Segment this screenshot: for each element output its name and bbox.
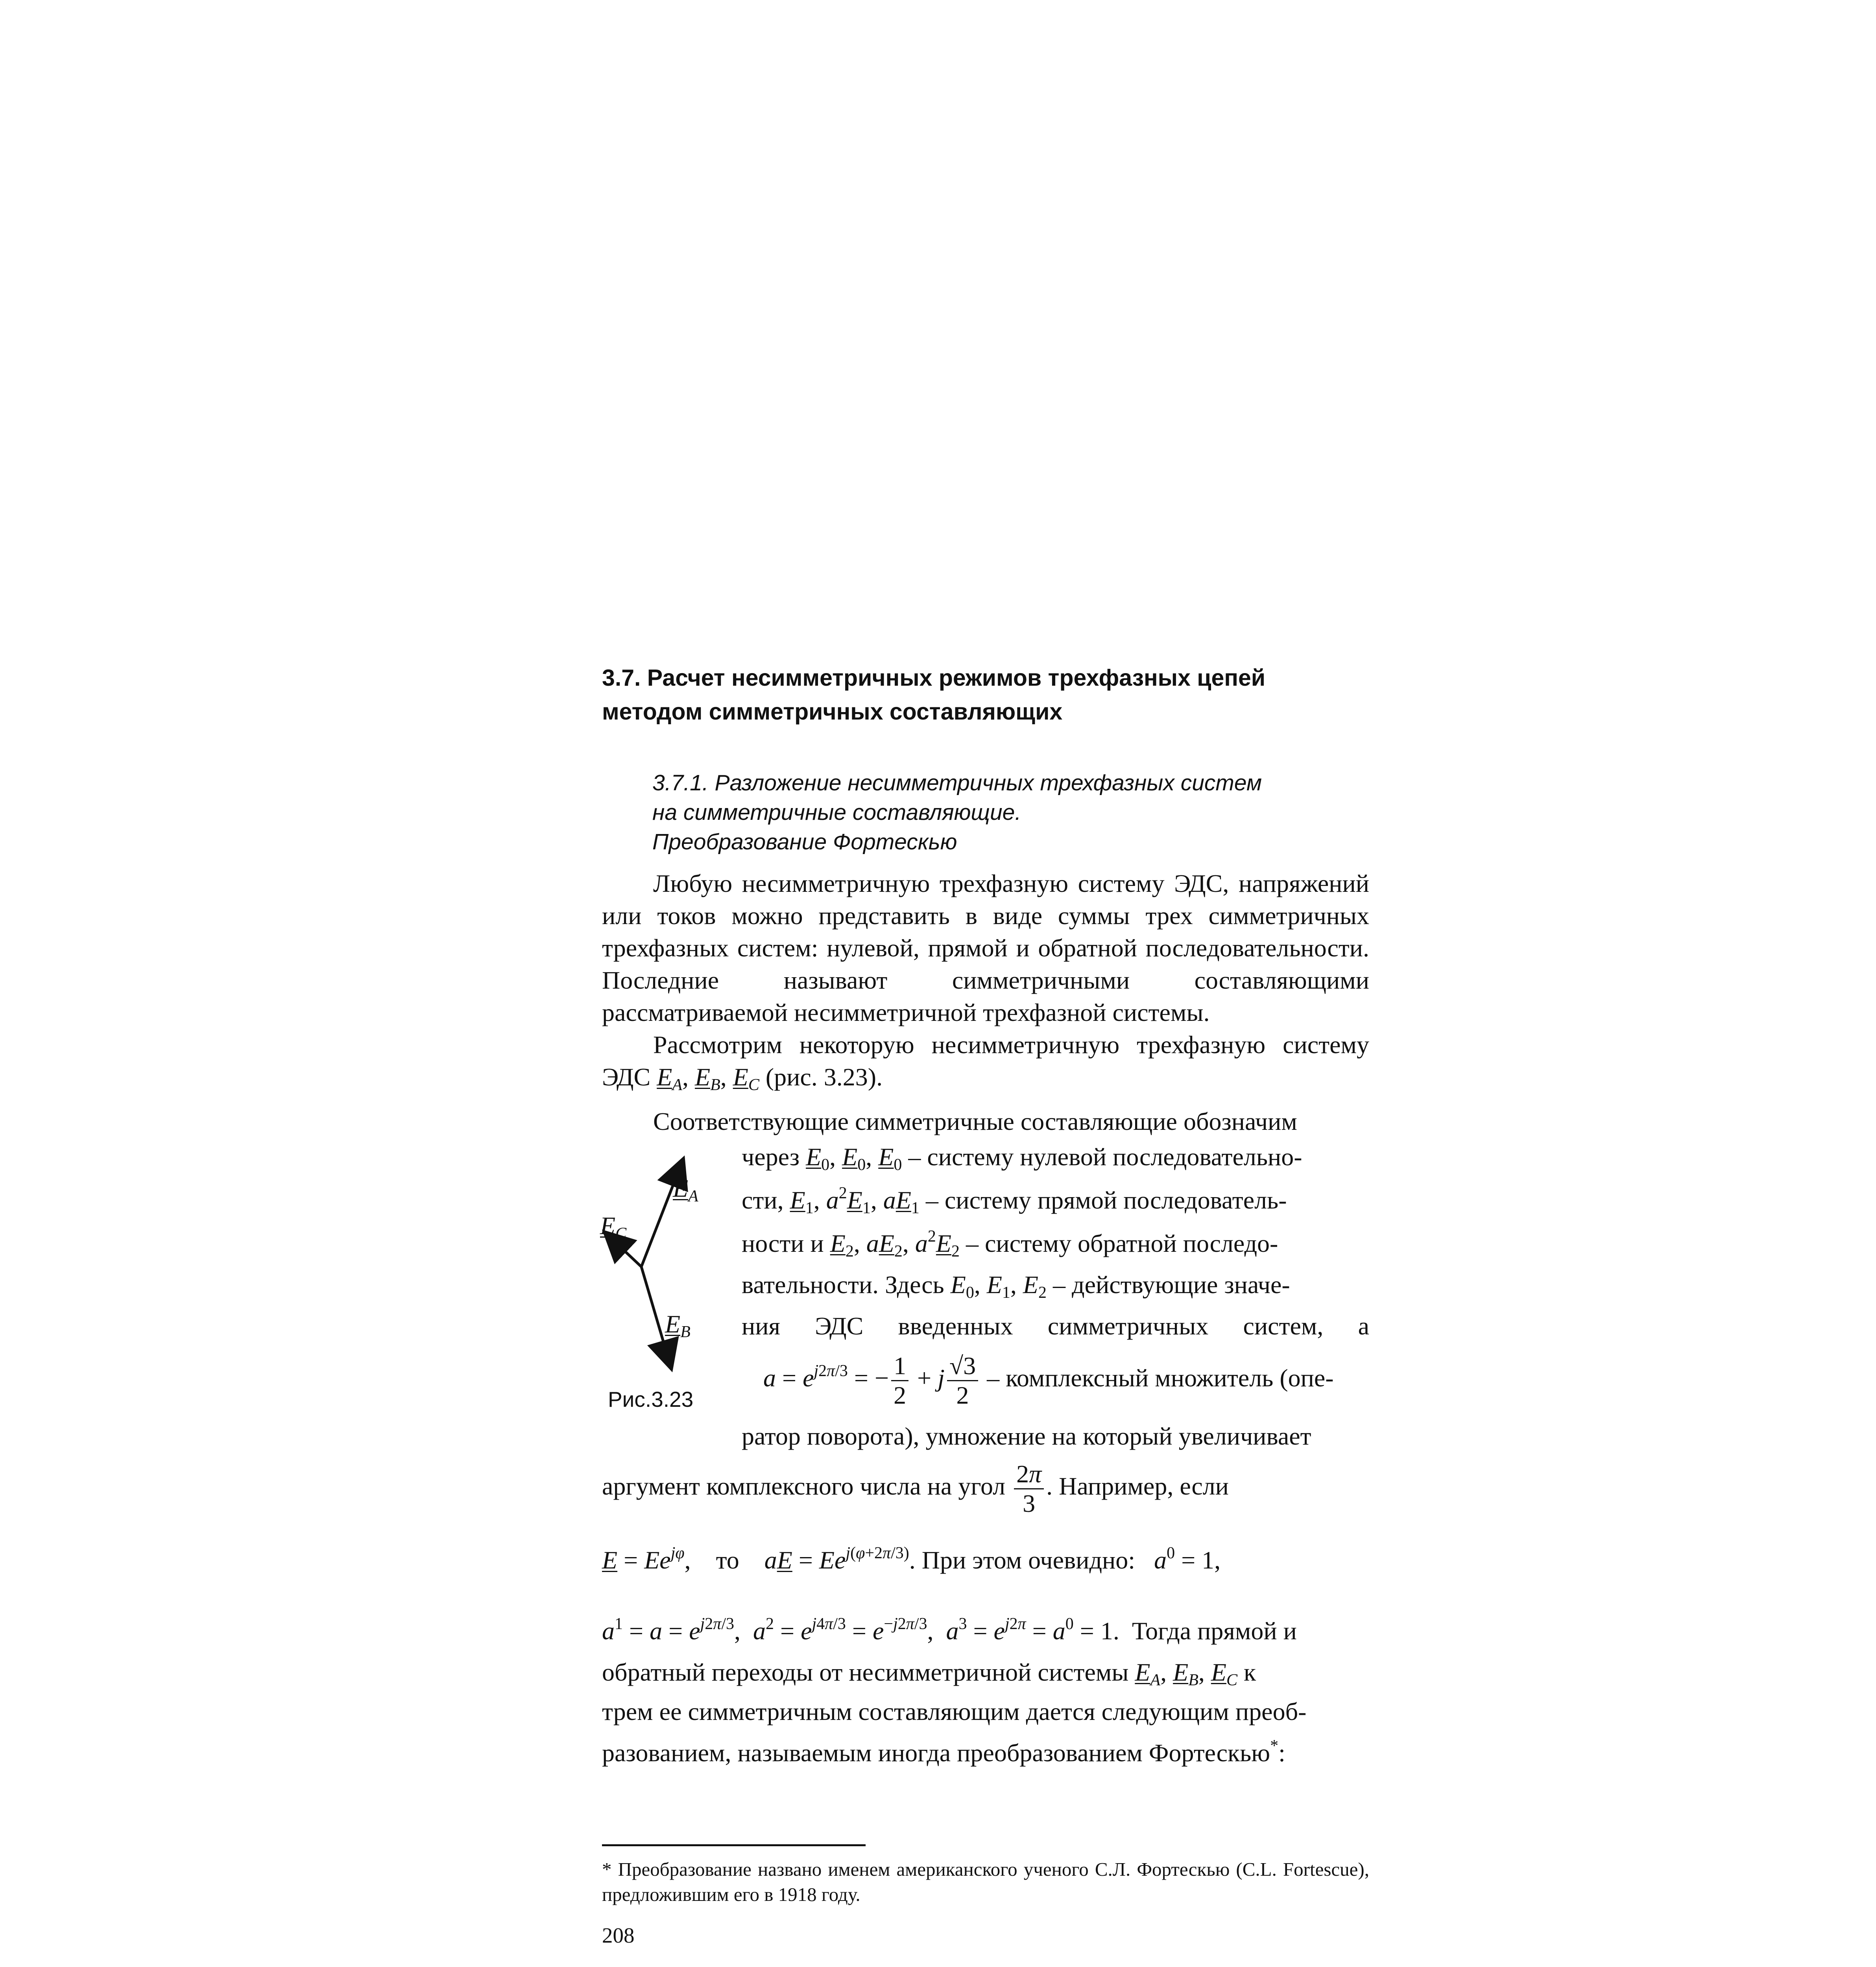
paragraph-3-line-4: ности и $E_2$, $aE_2$, $a^2E_2$ – систему обратной последо- [742, 1227, 1278, 1260]
footnote: * Преобразование названо именем американского ученого С.Л. Фортескью (C.L. Fortescue), предложившим его в 1918 году. [602, 1858, 1369, 1905]
body-text [602, 867, 1369, 1093]
paragraph-2-tail: (рис. 3.23). [765, 1063, 883, 1091]
paragraph-3-line-3: сти, $E_1$, $a^2E_1$, $aE_1$ – систему прямой последователь- [742, 1184, 1287, 1217]
section-heading-line-2: методом симметричных составляющих [602, 699, 1063, 725]
paragraph-3-line-5: вательности. Здесь $E_0$, $E_1$, $E_2$ – действующие значе- [742, 1271, 1290, 1302]
subsection-heading [652, 768, 1420, 857]
figure-caption: Рис.3.23 [608, 1387, 694, 1412]
paragraph-3-line-12: обратный переходы от несимметричной системы $E_A$, $E_B$, $E_C$ к [602, 1658, 1256, 1689]
paragraph-3-line-11: $a^1 = a = e^{j2\pi/3}$, $a^2 = e^{j4\pi/3} = e^{-j2\pi/3}$, $a^3 = e^{j2\pi} = a^0 = 1$. Тогда прямой и [602, 1615, 1297, 1645]
paragraph-2-lead: Рассмотрим некоторую несимметричную трехфазную систему ЭДС [602, 1031, 1369, 1091]
paragraph-3-line-13: трем ее симметричным составляющим дается следующим преоб- [602, 1698, 1307, 1725]
emf-system-formula: $E_A$, $E_B$, $E_C$ [657, 1063, 759, 1094]
phasor-label-eb: $E_B$ [665, 1310, 691, 1341]
operator-a-definition: $a = e^{j2\pi/3}$ = − $\frac{1}{2}$ + j $\frac{√3}{2}$ – комплексный множитель (опе- [763, 1352, 1334, 1409]
page-number: 208 [602, 1923, 635, 1947]
subsection-line-3: Преобразование Фортескью [652, 829, 957, 854]
phasor-label-ea: $E_A$ [673, 1174, 698, 1205]
section-heading [602, 661, 1428, 729]
paragraph-3-line-14: разованием, называемым иногда преобразованием Фортескью*: [602, 1737, 1285, 1767]
paragraph-3-line-6: ния ЭДС введенных симметричных систем, а [742, 1312, 1369, 1340]
phasor-label-ec: $E_C$ [600, 1212, 627, 1243]
paragraph-3-line-9: аргумент комплексного числа на угол $\frac{2\pi}{3}$ . Например, если [602, 1460, 1229, 1517]
paragraph-3-line-10: $E = Ee^{j\varphi}$, то aE = $Ee^{j(\varphi+2\pi/3)}$. При этом очевидно: $a^0 = 1$, [602, 1544, 1221, 1574]
phasor-diagram [594, 1149, 724, 1385]
footnote-rule [602, 1844, 866, 1846]
paragraph-1: Любую несимметричную трехфазную систему ЭДС, напряжений или токов можно представить в виде суммы трех симметричных трехфазных систем: нулевой, прямой и обратной последовательности. Последние называют симметричными составляющими рассматриваемой несимметричной трехфазной системы. [602, 869, 1369, 1026]
subsection-line-2: на симметричные составляющие. [652, 800, 1021, 825]
section-heading-line-1: 3.7. Расчет несимметричных режимов трехфазных цепей [602, 665, 1266, 691]
paragraph-3-line-1: Соответствующие симметричные составляющие обозначим [653, 1107, 1297, 1135]
paragraph-2 [602, 1029, 1369, 1093]
subsection-line-1: 3.7.1. Разложение несимметричных трехфазных систем [652, 770, 1262, 795]
paragraph-3-line-2: через $E_0$, $E_0$, $E_0$ – систему нулевой последовательно- [742, 1143, 1302, 1174]
paragraph-3-line-8: ратор поворота), умножение на который увеличивает [742, 1422, 1311, 1450]
